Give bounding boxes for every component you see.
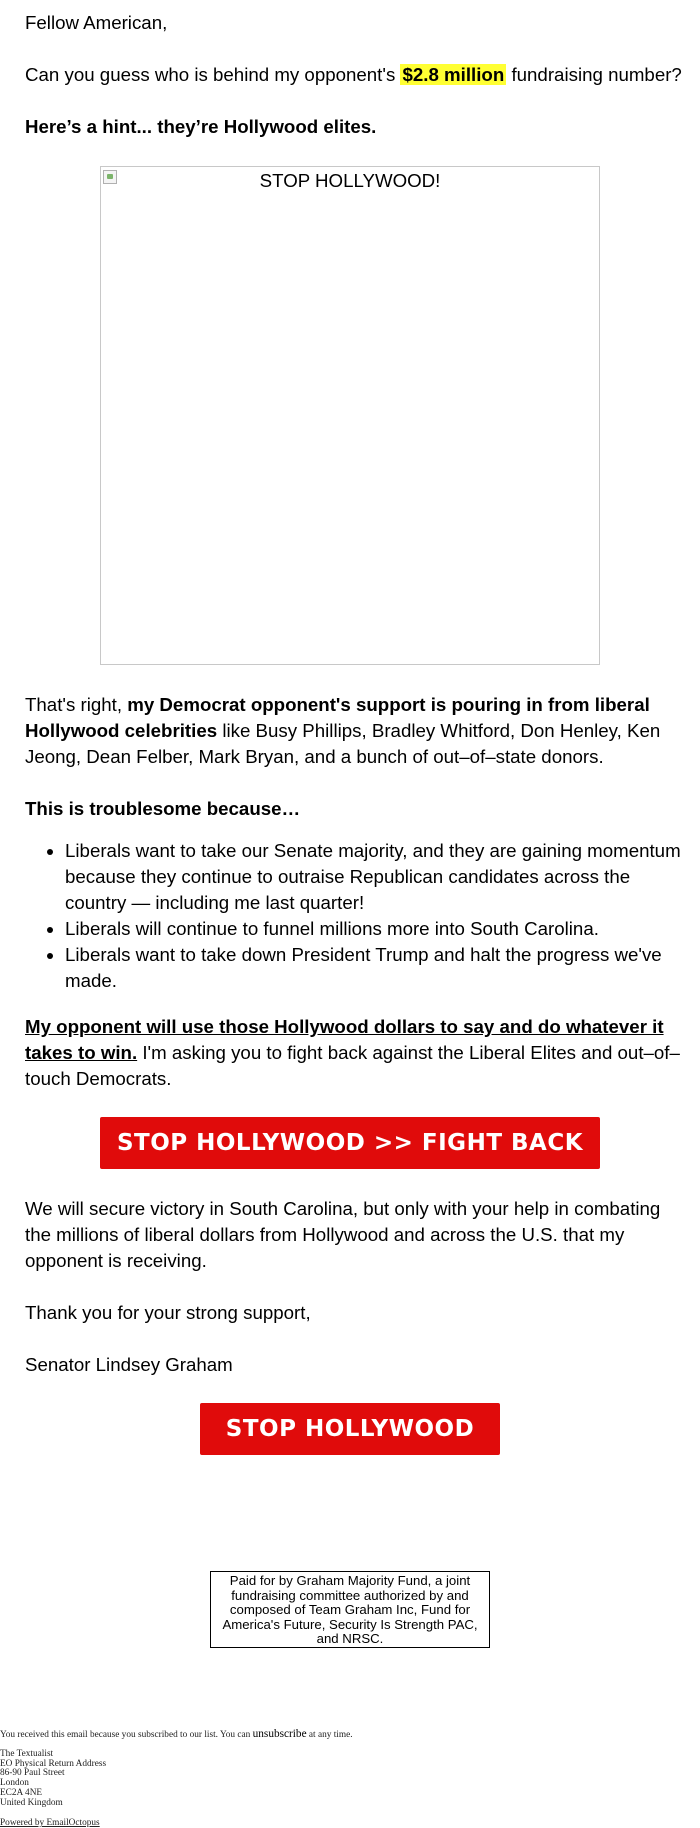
address-line: EO Physical Return Address [0, 1758, 107, 1769]
opening-question [25, 62, 685, 88]
opponent-claim: My opponent will use those Hollywood dollars to say and do whatever it takes to win. [25, 1016, 664, 1063]
address-line: 86-90 Paul Street [0, 1768, 65, 1779]
reasons-list [25, 838, 685, 994]
greeting-text: Fellow American, [25, 12, 168, 33]
list-item: • Liberals will continue to funnel millions more into South Carolina. [65, 916, 685, 942]
address-line: The Textualist [0, 1749, 54, 1759]
broken-image-icon [103, 170, 117, 184]
celebrity-bold: my Democrat opponent's support is pouring in from liberal Hollywood celebrities [25, 694, 650, 741]
celebrity-lead: That's right, [25, 694, 128, 715]
address-line: EC2A 4NE [0, 1787, 43, 1798]
celebrity-rest: like Busy Phillips, Bradley Whitford, Don Henley, Ken Jeong, Dean Felber, Mark Bryan, and a bunch of out–of–state donors. [25, 720, 661, 767]
powered-by-link[interactable]: Powered by EmailOctopus [0, 1818, 100, 1828]
fight-back-rest: I'm asking you to fight back against the Liberal Elites and out–of–touch Democrats. [25, 1042, 680, 1089]
email-footer [0, 1729, 700, 1828]
unsubscribe-link[interactable]: unsubscribe [252, 1728, 307, 1740]
amount-highlight: $2.8 million [402, 64, 505, 85]
address-line: United Kingdom [0, 1797, 63, 1808]
hint-text: Here’s a hint... they’re Hollywood elites. [25, 116, 377, 137]
fight-back-paragraph [25, 1014, 685, 1092]
hero-image[interactable] [100, 166, 600, 665]
question-after: fundraising number? [506, 64, 682, 85]
victory-paragraph: We will secure victory in South Carolina, but only with your help in combating the millions of liberal dollars from Hollywood and across the U.S. that my opponent is receiving. [25, 1198, 661, 1271]
stop-hollywood-button[interactable]: STOP HOLLYWOOD [200, 1403, 500, 1455]
signature: Senator Lindsey Graham [25, 1354, 233, 1375]
thanks-text: Thank you for your strong support, [25, 1302, 311, 1323]
note-before: You received this email because you subscribed to our list. You can [0, 1730, 253, 1740]
fight-back-button[interactable]: STOP HOLLYWOOD >> FIGHT BACK [100, 1117, 600, 1169]
subscription-note [0, 1729, 700, 1740]
paid-for-disclaimer: Paid for by Graham Majority Fund, a joint fundraising committee authorized by and composed of Team Graham Inc, Fund for America's Future, Security Is Strength PAC, and NRSC. [210, 1571, 490, 1648]
celebrity-paragraph [25, 692, 685, 770]
hero-image-alt-text: STOP HOLLYWOOD! [259, 170, 441, 191]
note-after: at any time. [306, 1730, 353, 1740]
list-item: • Liberals want to take down President Trump and halt the progress we've made. [65, 942, 685, 994]
address-line: London [0, 1778, 29, 1789]
list-item: • Liberals want to take our Senate majority, and they are gaining momentum because they continue to outraise Republican candidates across the country — including me last quarter! [65, 838, 685, 916]
postal-address [0, 1750, 700, 1808]
question-before: Can you guess who is behind my opponent's [25, 64, 401, 85]
troublesome-heading: This is troublesome because… [25, 798, 301, 819]
